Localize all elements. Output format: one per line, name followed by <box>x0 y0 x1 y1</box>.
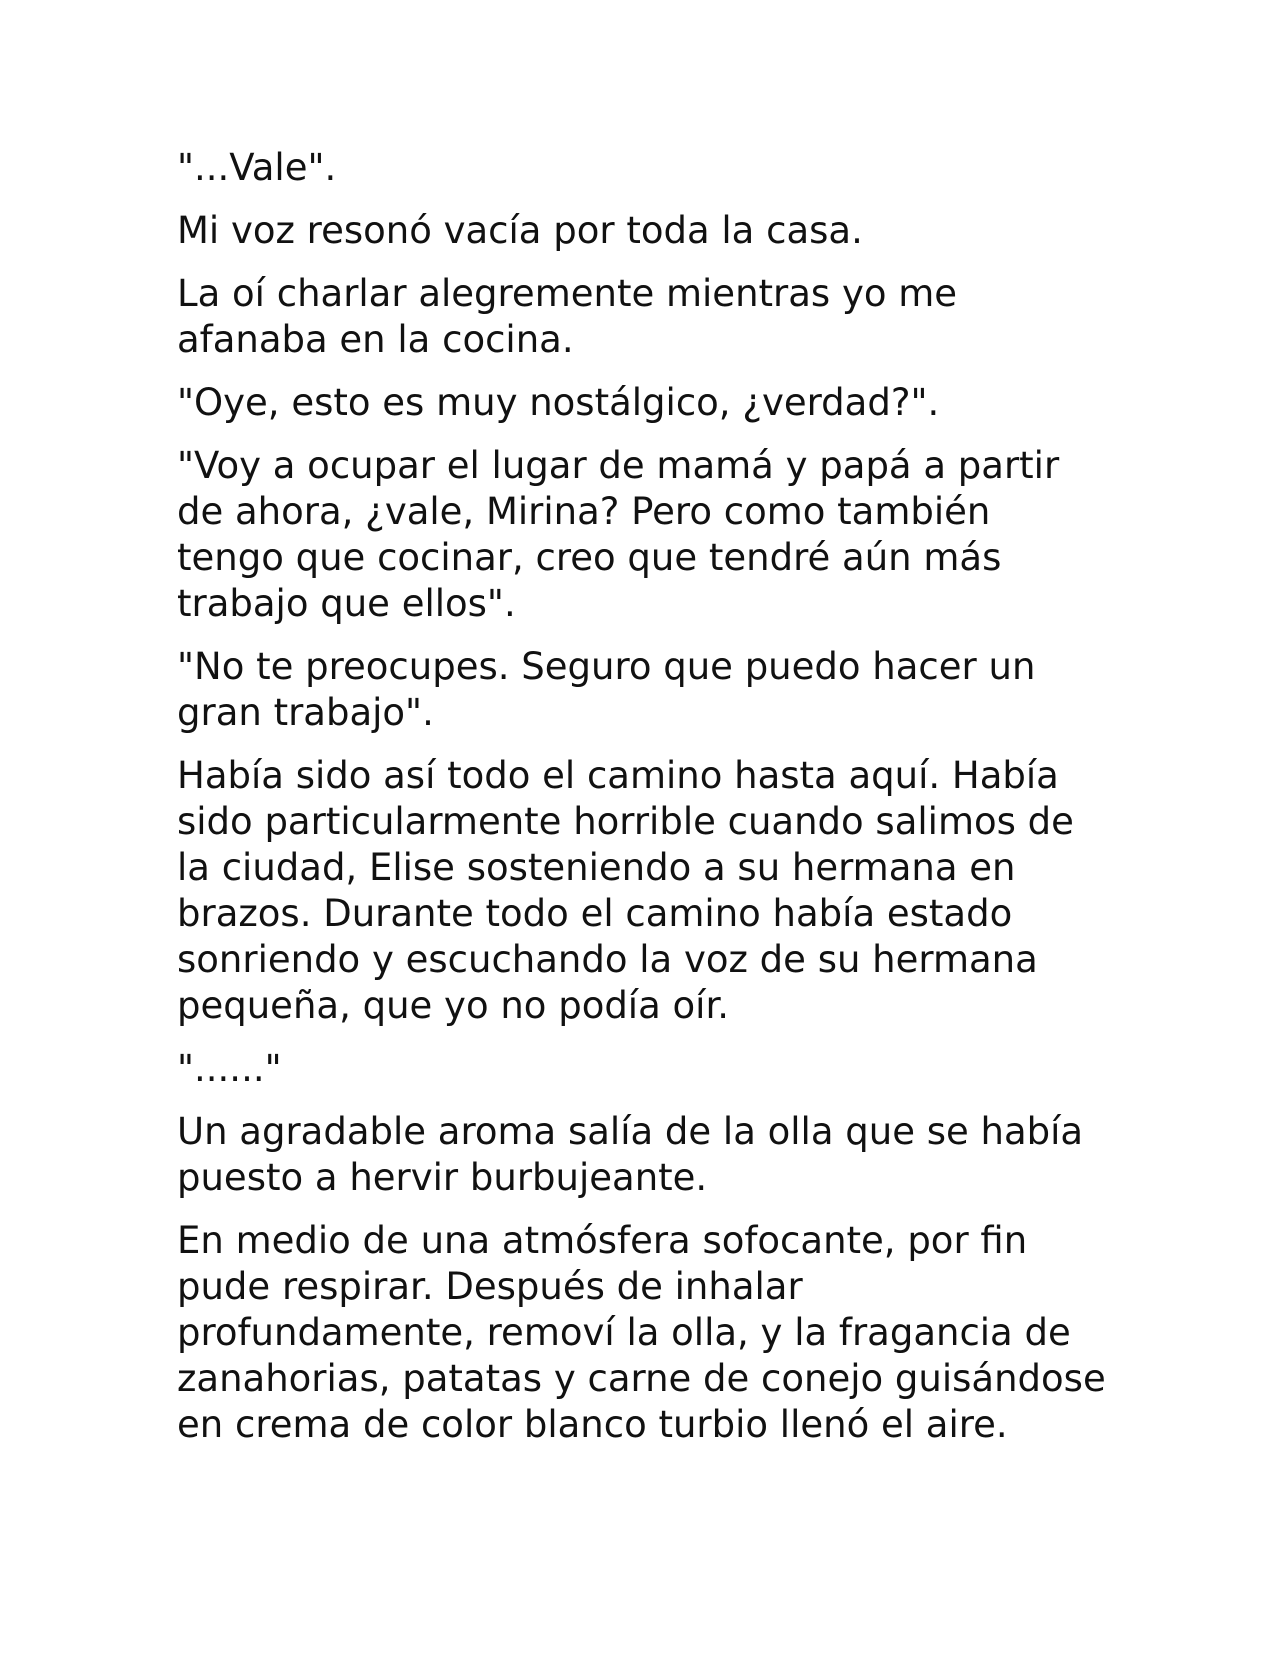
paragraph: "No te preocupes. Seguro que puedo hacer un gran trabajo". <box>177 645 1036 734</box>
paragraph: La oí charlar alegremente mientras yo me afanaba en la cocina. <box>177 272 958 361</box>
paragraph: "......" <box>177 1047 282 1090</box>
paragraph: "Oye, esto es muy nostálgico, ¿verdad?". <box>177 381 940 424</box>
paragraph: "...Vale". <box>177 146 337 189</box>
paragraph: Un agradable aroma salía de la olla que se había puesto a hervir burbujeante. <box>177 1110 1084 1199</box>
document-page <box>177 145 1107 1465</box>
paragraph: Había sido así todo el camino hasta aquí. Había sido particularmente horrible cuando salimos de la ciudad, Elise sosteniendo a su hermana en brazos. Durante todo el camino había estado sonriendo y escuchando la voz de su hermana pequeña, que yo no podía oír. <box>177 754 1074 1027</box>
paragraph: En medio de una atmósfera sofocante, por fin pude respirar. Después de inhalar profundamente, removí la olla, y la fragancia de zanahorias, patatas y carne de conejo guisándose en crema de color blanco turbio llenó el aire. <box>177 1219 1106 1446</box>
paragraph: Mi voz resonó vacía por toda la casa. <box>177 209 863 252</box>
paragraph: "Voy a ocupar el lugar de mamá y papá a partir de ahora, ¿vale, Mirina? Pero como también tengo que cocinar, creo que tendré aún más trabajo que ellos". <box>177 444 1060 625</box>
